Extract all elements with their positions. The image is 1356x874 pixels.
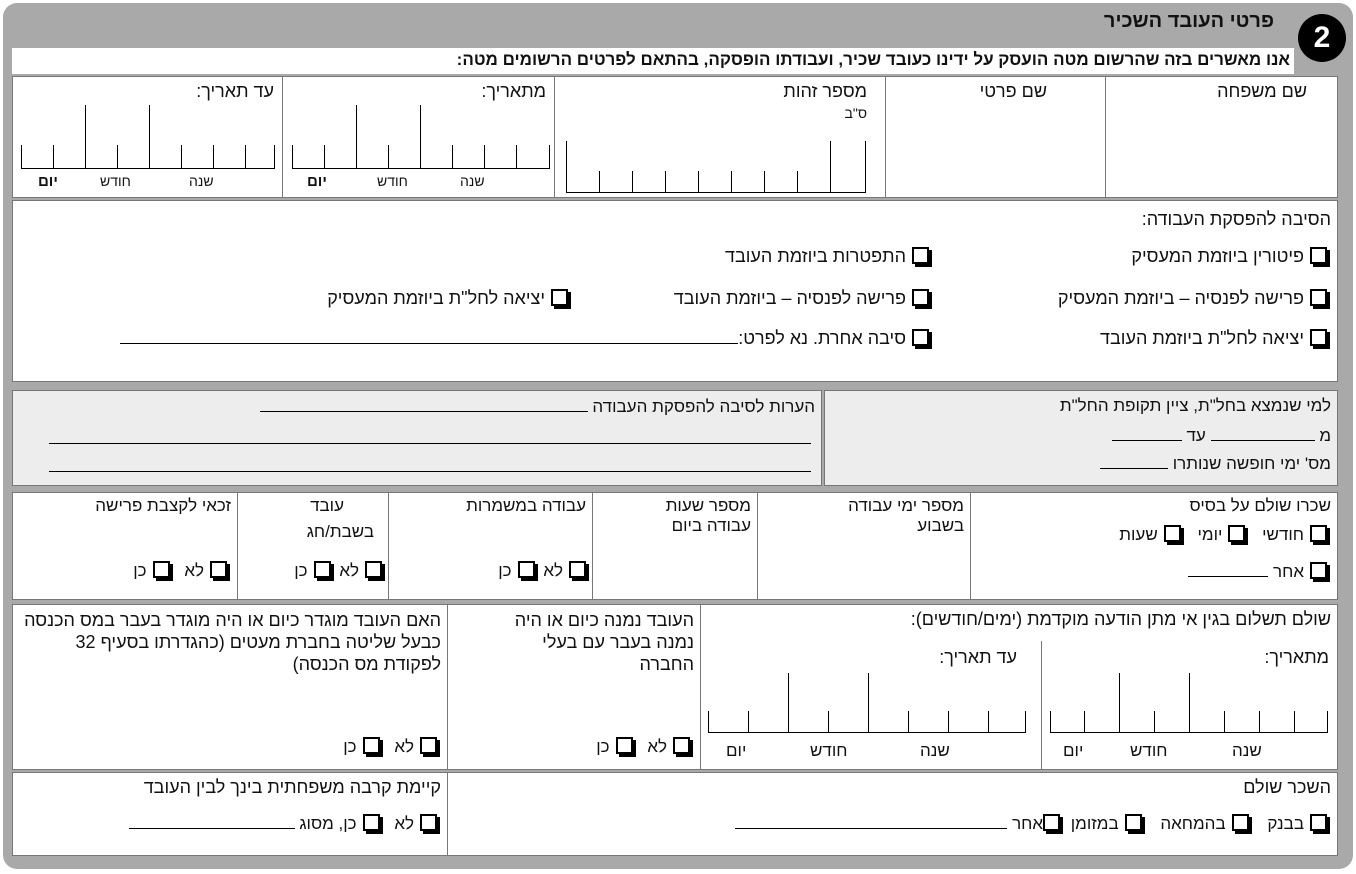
family-type-line[interactable] — [129, 813, 295, 829]
pay-basis-other[interactable]: אחר — [1188, 561, 1331, 582]
from-date-year: שנה — [460, 173, 485, 189]
first-name-field[interactable] — [884, 76, 1106, 198]
to-date-month: חודש — [100, 173, 131, 189]
to-date-year: שנה — [189, 173, 214, 189]
notice-divider — [1041, 641, 1042, 770]
family-relation-options[interactable]: לא כן, מסוג — [129, 813, 441, 834]
notice-to-month: חודש — [810, 741, 848, 760]
sabbath-yes-checkbox[interactable] — [314, 561, 331, 578]
id-number-label: מספר זהות — [783, 81, 867, 101]
notice-from-label: מתאריך: — [1264, 647, 1329, 667]
bank-checkbox[interactable] — [1310, 814, 1327, 831]
controlling-holder-label: האם העובד מוגדר כיום או היה מוגדר בעבר במס הכנסה כבעל שליטה בחברת מעטים (כהגדרתו בסעיף 32 לפקודת מס הכנסה) — [24, 610, 441, 674]
pay-basis-options[interactable]: חודשי יומי שעות — [1119, 525, 1331, 545]
sabbath-options[interactable]: לא כן — [294, 561, 382, 581]
notice-to-year: שנה — [920, 741, 950, 760]
payment-method-field — [446, 772, 1338, 856]
other-payment-checkbox[interactable] — [1043, 814, 1060, 831]
section-title: פרטי העובד השכיר — [1103, 10, 1274, 32]
notice-to-day: יום — [726, 741, 747, 760]
notice-title: שולם תשלום בגין אי מתן הודעה מוקדמת (ימים/חודשים): — [910, 609, 1331, 629]
severance-label: זכאי לקצבת פרישה — [95, 496, 231, 515]
family-yes-checkbox[interactable] — [363, 814, 380, 831]
remarks-panel — [12, 390, 822, 486]
sabbath-field — [236, 492, 389, 600]
severance-field — [12, 492, 238, 600]
leave-panel — [824, 390, 1338, 486]
to-date-day: יום — [38, 173, 58, 190]
monthly-checkbox[interactable] — [1310, 525, 1327, 542]
notice-from-boxes[interactable] — [1050, 673, 1328, 733]
severance-no-checkbox[interactable] — [210, 561, 227, 578]
declaration-bar — [12, 48, 1294, 74]
hourly-checkbox[interactable] — [1164, 525, 1181, 542]
option-retirement-employer[interactable]: פרישה לפנסיה – ביוזמת המעסיק — [1058, 288, 1331, 310]
owner-no-checkbox[interactable] — [673, 737, 690, 754]
pay-basis-field — [969, 492, 1338, 600]
dismissal-employer-checkbox[interactable] — [1310, 247, 1327, 264]
notice-from-month: חודש — [1130, 741, 1168, 760]
controlling-holder-field — [12, 604, 448, 770]
first-name-label: שם פרטי — [979, 81, 1047, 101]
from-date-label: מתאריך: — [481, 81, 546, 101]
other-pay-checkbox[interactable] — [1310, 562, 1327, 579]
owner-appointed-options[interactable]: לא כן — [596, 737, 694, 757]
owner-appointed-field — [446, 604, 701, 770]
leave-title: למי שנמצא בחל"ת, ציין תקופת החל"ת — [1059, 396, 1331, 415]
notice-from-day: יום — [1063, 741, 1084, 760]
option-resignation-employee[interactable]: התפטרות ביוזמת העובד — [725, 246, 933, 268]
payment-method-title: השכר שולם — [1243, 777, 1331, 797]
resignation-employee-checkbox[interactable] — [912, 247, 929, 264]
last-name-field[interactable] — [1104, 76, 1338, 198]
from-date-boxes[interactable] — [292, 105, 550, 169]
other-payment-line[interactable] — [735, 813, 1007, 829]
leave-from-to[interactable]: מ עד — [1112, 425, 1331, 446]
other-reason-checkbox[interactable] — [912, 329, 929, 346]
other-reason-line[interactable] — [120, 328, 738, 344]
sabbath-label-2: בשבת/חג — [306, 522, 374, 541]
id-digit-boxes[interactable] — [566, 141, 866, 193]
last-name-label: שם משפחה — [1217, 81, 1307, 101]
notice-to-label: עד תאריך: — [939, 647, 1017, 667]
termination-title: הסיבה להפסקת העבודה: — [1141, 209, 1331, 229]
sabbath-label-1: עובד — [310, 496, 344, 515]
check-digit-label: ס"ב — [844, 105, 867, 121]
family-no-checkbox[interactable] — [420, 814, 437, 831]
severance-yes-checkbox[interactable] — [153, 561, 170, 578]
retirement-employee-checkbox[interactable] — [912, 289, 929, 306]
to-date-label: עד תאריך: — [196, 81, 274, 101]
retirement-employer-checkbox[interactable] — [1310, 289, 1327, 306]
family-relation-field — [12, 772, 448, 856]
severance-options[interactable]: לא כן — [133, 561, 231, 581]
section-number-badge: 2 — [1298, 14, 1346, 62]
check-checkbox[interactable] — [1232, 814, 1249, 831]
shifts-yes-checkbox[interactable] — [518, 561, 535, 578]
from-date-day: יום — [307, 173, 327, 190]
abroad-employee-checkbox[interactable] — [1310, 329, 1327, 346]
sabbath-no-checkbox[interactable] — [365, 561, 382, 578]
option-abroad-employee[interactable]: יציאה לחל"ת ביוזמת העובד — [1100, 328, 1331, 350]
work-days-field[interactable] — [756, 492, 971, 600]
shifts-field — [387, 492, 593, 600]
from-date-field[interactable] — [281, 76, 555, 198]
to-date-boxes[interactable] — [21, 105, 275, 169]
work-hours-label: מספר שעות עבודה ביום — [665, 496, 751, 536]
cash-checkbox[interactable] — [1125, 814, 1142, 831]
remarks-title[interactable]: הערות לסיבה להפסקת העבודה — [260, 396, 815, 417]
work-hours-field[interactable] — [591, 492, 758, 600]
payment-method-options[interactable]: בבנק בהמחאה במזומן אחר — [735, 813, 1331, 834]
id-number-field[interactable] — [553, 76, 886, 198]
notice-from-year: שנה — [1232, 741, 1262, 760]
shifts-options[interactable]: לא כן — [498, 561, 586, 581]
holder-no-checkbox[interactable] — [420, 737, 437, 754]
remarks-line-2[interactable] — [49, 443, 811, 444]
to-date-field[interactable] — [12, 76, 283, 198]
option-retirement-employee[interactable]: פרישה לפנסיה – ביוזמת העובד — [674, 288, 933, 310]
notice-payment-field — [699, 604, 1338, 770]
pay-basis-title: שכרו שולם על בסיס — [1189, 496, 1331, 515]
notice-to-boxes[interactable] — [708, 673, 1026, 733]
work-days-label: מספר ימי עבודה בשבוע — [848, 496, 964, 536]
vacation-days[interactable]: מס' ימי חופשה שנותרו — [1100, 453, 1331, 474]
owner-yes-checkbox[interactable] — [616, 737, 633, 754]
family-relation-title: קיימת קרבה משפחתית בינך לבין העובד — [143, 777, 441, 797]
holder-yes-checkbox[interactable] — [363, 737, 380, 754]
owner-appointed-label: העובד נמנה כיום או היה נמנה בעבר עם בעלי החברה — [514, 610, 694, 674]
shifts-label: עבודה במשמרות — [466, 496, 586, 515]
shifts-no-checkbox[interactable] — [569, 561, 586, 578]
daily-checkbox[interactable] — [1228, 525, 1245, 542]
abroad-employer-checkbox[interactable] — [551, 289, 568, 306]
option-abroad-employer[interactable]: יציאה לחל"ת ביוזמת המעסיק — [327, 288, 572, 310]
termination-reason-panel — [12, 200, 1338, 382]
controlling-holder-options[interactable]: לא כן — [343, 737, 441, 757]
option-other-reason[interactable]: סיבה אחרת. נא לפרט: — [120, 328, 933, 350]
declaration-text: אנו מאשרים בזה שהרשום מטה הועסק על ידינו כעובד שכיר, ועבודתו הופסקה, בהתאם לפרטים הרשומים מטה: — [456, 50, 1290, 69]
from-date-month: חודש — [377, 173, 408, 189]
option-dismissal-employer[interactable]: פיטורין ביוזמת המעסיק — [1131, 246, 1331, 268]
remarks-line-3[interactable] — [49, 471, 811, 472]
